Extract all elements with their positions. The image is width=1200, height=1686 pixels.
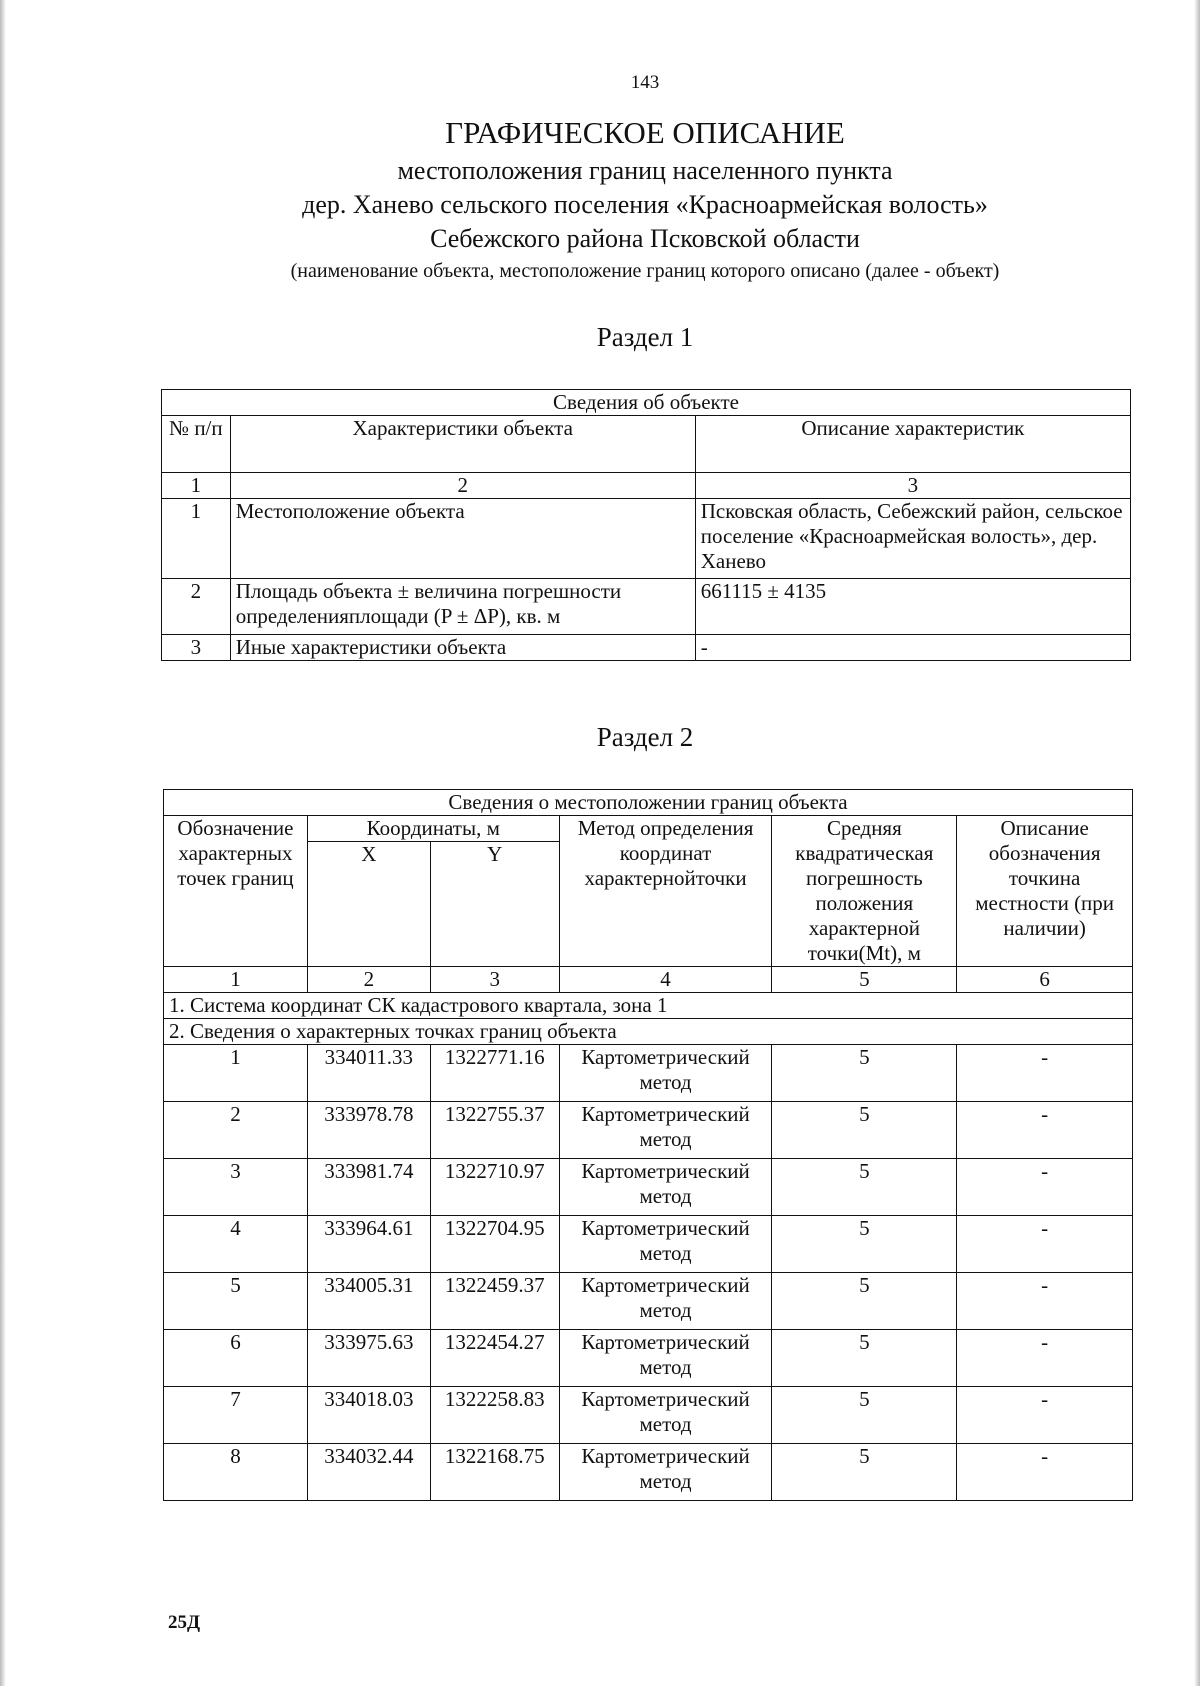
point-error: 5 xyxy=(772,1330,957,1387)
object-info-table-title: Сведения об объекте xyxy=(162,390,1131,416)
point-description: - xyxy=(957,1387,1133,1444)
point-method: Картометрический метод xyxy=(559,1273,772,1330)
point-y: 1322704.95 xyxy=(430,1216,559,1273)
index-cell: 2 xyxy=(307,967,430,993)
index-cell: 5 xyxy=(772,967,957,993)
document-title: ГРАФИЧЕСКОЕ ОПИСАНИЕ xyxy=(445,115,845,150)
point-description: - xyxy=(957,1216,1133,1273)
point-error: 5 xyxy=(772,1216,957,1273)
row-value: - xyxy=(695,635,1130,661)
point-error: 5 xyxy=(772,1387,957,1444)
point-method: Картометрический метод xyxy=(559,1216,772,1273)
point-description: - xyxy=(957,1045,1133,1102)
points-info-row: 2. Сведения о характерных точках границ объекта xyxy=(164,1019,1133,1045)
row-characteristic: Площадь объекта ± величина погрешности определенияплощади (P ± ΔP), кв. м xyxy=(230,579,695,635)
point-description: - xyxy=(957,1330,1133,1387)
header-description: Описание характеристик xyxy=(695,416,1130,473)
point-description: - xyxy=(957,1444,1133,1501)
point-error: 5 xyxy=(772,1102,957,1159)
point-method: Картометрический метод xyxy=(559,1102,772,1159)
point-error: 5 xyxy=(772,1045,957,1102)
table-row xyxy=(164,1444,1133,1501)
header-y: Y xyxy=(430,842,559,967)
point-x: 333975.63 xyxy=(307,1330,430,1387)
point-number: 6 xyxy=(164,1330,308,1387)
table-row xyxy=(164,1330,1133,1387)
row-number: 1 xyxy=(162,499,231,579)
point-x: 334011.33 xyxy=(307,1045,430,1102)
index-cell: 1 xyxy=(162,473,231,499)
point-x: 333981.74 xyxy=(307,1159,430,1216)
header-number: № п/п xyxy=(162,416,231,473)
table-row xyxy=(162,635,1131,661)
table-row xyxy=(164,1102,1133,1159)
point-y: 1322710.97 xyxy=(430,1159,559,1216)
point-method: Картометрический метод xyxy=(559,1045,772,1102)
index-cell: 4 xyxy=(559,967,772,993)
table-row xyxy=(164,1273,1133,1330)
row-number: 2 xyxy=(162,579,231,635)
header-error: Средняя квадратическая погрешность положения характерной точки(Mt), м xyxy=(772,816,957,967)
title-line-4: Себежского района Псковской области xyxy=(430,224,860,253)
title-line-2: местоположения границ населенного пункта xyxy=(397,156,893,185)
section-2-heading: Раздел 2 xyxy=(596,722,694,752)
row-characteristic: Местоположение объекта xyxy=(230,499,695,579)
point-x: 334005.31 xyxy=(307,1273,430,1330)
point-description: - xyxy=(957,1159,1133,1216)
point-y: 1322454.27 xyxy=(430,1330,559,1387)
table-row xyxy=(164,1387,1133,1444)
point-number: 5 xyxy=(164,1273,308,1330)
point-error: 5 xyxy=(772,1273,957,1330)
point-number: 8 xyxy=(164,1444,308,1501)
point-y: 1322459.37 xyxy=(430,1273,559,1330)
footer-code: 25Д xyxy=(168,1612,201,1633)
point-method: Картометрический метод xyxy=(559,1330,772,1387)
point-y: 1322168.75 xyxy=(430,1444,559,1501)
point-number: 3 xyxy=(164,1159,308,1216)
header-point-description: Описание обозначения точкина местности (при наличии) xyxy=(957,816,1133,967)
table-row xyxy=(162,499,1131,579)
point-error: 5 xyxy=(772,1444,957,1501)
point-y: 1322755.37 xyxy=(430,1102,559,1159)
point-x: 334018.03 xyxy=(307,1387,430,1444)
table-row xyxy=(164,1216,1133,1273)
point-error: 5 xyxy=(772,1159,957,1216)
title-subtitle: (наименование объекта, местоположение границ которого описано (далее - объект) xyxy=(290,260,1000,282)
index-cell: 2 xyxy=(230,473,695,499)
row-number: 3 xyxy=(162,635,231,661)
point-number: 1 xyxy=(164,1045,308,1102)
row-value: 661115 ± 4135 xyxy=(695,579,1130,635)
coordinate-system-row: 1. Система координат СК кадастрового квартала, зона 1 xyxy=(164,993,1133,1019)
boundary-table-title: Сведения о местоположении границ объекта xyxy=(164,790,1133,816)
point-y: 1322771.16 xyxy=(430,1045,559,1102)
table-row xyxy=(164,1045,1133,1102)
row-characteristic: Иные характеристики объекта xyxy=(230,635,695,661)
title-line-3: дер. Ханево сельского поселения «Красноармейская волость» xyxy=(302,190,988,219)
header-method: Метод определения координат характернойточки xyxy=(559,816,772,967)
point-x: 333964.61 xyxy=(307,1216,430,1273)
section-1-heading: Раздел 1 xyxy=(596,322,694,352)
row-value: Псковская область, Себежский район, сельское поселение «Красноармейская волость», дер. Ханево xyxy=(695,499,1130,579)
table-row xyxy=(164,1159,1133,1216)
index-cell: 6 xyxy=(957,967,1133,993)
point-y: 1322258.83 xyxy=(430,1387,559,1444)
point-method: Картометрический метод xyxy=(559,1444,772,1501)
point-number: 2 xyxy=(164,1102,308,1159)
point-number: 4 xyxy=(164,1216,308,1273)
object-info-table xyxy=(161,389,1131,661)
point-description: - xyxy=(957,1273,1133,1330)
boundary-points-table xyxy=(163,789,1133,1501)
header-coordinates: Координаты, м xyxy=(307,816,559,842)
page-number: 143 xyxy=(630,72,660,93)
point-method: Картометрический метод xyxy=(559,1387,772,1444)
point-method: Картометрический метод xyxy=(559,1159,772,1216)
point-number: 7 xyxy=(164,1387,308,1444)
index-cell: 3 xyxy=(430,967,559,993)
point-description: - xyxy=(957,1102,1133,1159)
point-x: 333978.78 xyxy=(307,1102,430,1159)
header-point-designation: Обозначение характерных точек границ xyxy=(164,816,308,967)
header-characteristics: Характеристики объекта xyxy=(230,416,695,473)
header-x: X xyxy=(307,842,430,967)
point-x: 334032.44 xyxy=(307,1444,430,1501)
index-cell: 1 xyxy=(164,967,308,993)
index-cell: 3 xyxy=(695,473,1130,499)
table-row xyxy=(162,579,1131,635)
